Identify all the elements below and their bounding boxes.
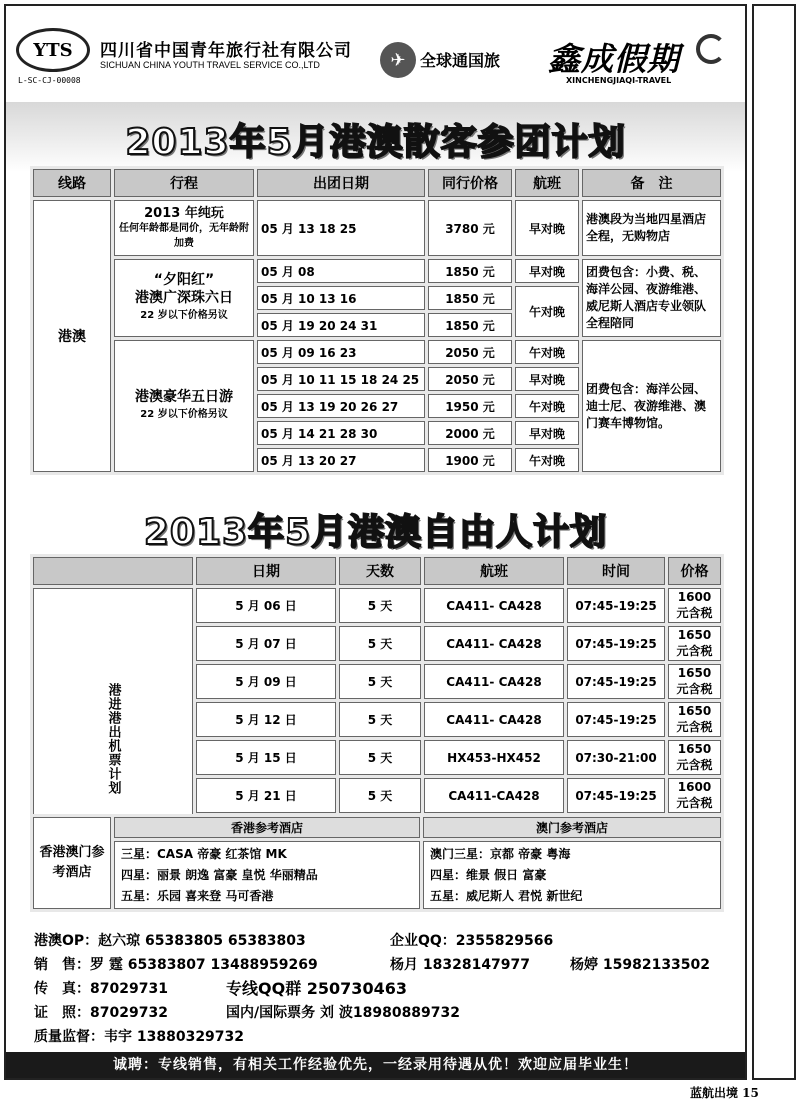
price-cell: 1850 元 — [428, 313, 512, 337]
flight-cell: 早对晚 — [515, 259, 579, 283]
group-tour-title: 2013年5月港澳散客参团计划 — [125, 122, 626, 163]
macau-hotel-line: 澳门三星：京都 帝豪 粤海 — [430, 846, 571, 861]
page-frame — [4, 4, 747, 1080]
days-cell: 5 天 — [339, 740, 421, 775]
dates-cell: 05 月 09 16 23 — [257, 340, 425, 364]
note-cell: 团费包含：小费、税、海洋公园、夜游维港、威尼斯人酒店专业领队全程陪同 — [582, 259, 721, 337]
note-cell: 团费包含：海洋公园、迪士尼、夜游维港、澳门赛车博物馆。 — [582, 340, 721, 472]
date-cell: 5 月 07 日 — [196, 626, 336, 661]
dates-cell: 05 月 19 20 24 31 — [257, 313, 425, 337]
price-cell: 1650 元含税 — [668, 664, 721, 699]
note-cell: 港澳段为当地四星酒店全程，无购物店 — [582, 200, 721, 256]
date-cell: 5 月 09 日 — [196, 664, 336, 699]
table-header — [33, 169, 721, 197]
col-header: 航班 — [515, 169, 579, 197]
hotel-header-row — [33, 817, 721, 838]
col-header: 备 注 — [582, 169, 721, 197]
holiday-brand: 鑫成假期 — [548, 40, 681, 78]
table-row — [33, 340, 721, 364]
trip-name: 港澳豪华五日游 — [135, 389, 233, 405]
table-row — [33, 259, 721, 283]
time-cell: 07:45-19:25 — [567, 588, 665, 623]
days-cell: 5 天 — [339, 588, 421, 623]
swirl-icon — [696, 34, 726, 64]
macau-hotel-list — [423, 841, 721, 909]
price-cell: 2050 元 — [428, 367, 512, 391]
date-cell: 5 月 21 日 — [196, 778, 336, 813]
col-header: 价格 — [668, 557, 721, 585]
flight-cell: HX453-HX452 — [424, 740, 564, 775]
hk-hotel-title: 香港参考酒店 — [114, 817, 420, 838]
trip-name-line2: 港澳广深珠六日 — [135, 290, 233, 306]
price-cell: 1850 元 — [428, 286, 512, 310]
table-row — [33, 588, 721, 623]
price-cell: 1650 元含税 — [668, 702, 721, 737]
hk-hotel-line: 四星：丽景 朗逸 富豪 皇悦 华丽精品 — [121, 867, 318, 882]
price-cell: 2050 元 — [428, 340, 512, 364]
dates-cell: 05 月 08 — [257, 259, 425, 283]
col-header: 同行价格 — [428, 169, 512, 197]
route-cell: 港澳 — [33, 200, 111, 472]
date-cell: 5 月 12 日 — [196, 702, 336, 737]
flight-cell: 早对晚 — [515, 421, 579, 445]
contact-sales: 销 售：罗 霆 65383807 13488959269 — [34, 957, 318, 973]
dates-cell: 05 月 13 20 27 — [257, 448, 425, 472]
days-cell: 5 天 — [339, 626, 421, 661]
hotel-list-row — [33, 841, 721, 909]
table-row — [33, 200, 721, 256]
hk-hotel-line: 三星：CASA 帝豪 红茶馆 MK — [121, 846, 287, 861]
price-cell: 3780 元 — [428, 200, 512, 256]
dates-cell: 05 月 14 21 28 30 — [257, 421, 425, 445]
hk-hotel-line: 五星：乐园 喜来登 马可香港 — [121, 888, 274, 903]
price-cell: 2000 元 — [428, 421, 512, 445]
col-header: 时间 — [567, 557, 665, 585]
flight-cell: CA411- CA428 — [424, 702, 564, 737]
flight-cell: CA411- CA428 — [424, 588, 564, 623]
holiday-brand-en: XINCHENGJIAQI-TRAVEL — [566, 76, 672, 85]
contact-ticket: 国内/国际票务 刘 波18980889732 — [226, 1005, 461, 1021]
side-column — [752, 4, 796, 1080]
time-cell: 07:45-19:25 — [567, 778, 665, 813]
table-header — [33, 557, 721, 585]
contact-license: 证 照：87029732 — [34, 1005, 168, 1021]
trip-cell — [114, 340, 254, 472]
global-brand: 全球通国旅 — [420, 51, 501, 70]
col-header: 航班 — [424, 557, 564, 585]
page-footer: 蓝航出境 15 — [690, 1086, 759, 1100]
flight-cell: CA411-CA428 — [424, 778, 564, 813]
macau-hotel-title: 澳门参考酒店 — [423, 817, 721, 838]
header — [6, 6, 745, 102]
contact-op: 港澳OP：赵六琼 65383805 65383803 — [34, 933, 306, 949]
macau-hotel-line: 四星：维景 假日 富豪 — [430, 867, 547, 882]
col-header: 出团日期 — [257, 169, 425, 197]
col-header: 天数 — [339, 557, 421, 585]
days-cell: 5 天 — [339, 664, 421, 699]
price-cell: 1600 元含税 — [668, 778, 721, 813]
contact-fax: 传 真：87029731 — [34, 981, 168, 997]
price-cell: 1950 元 — [428, 394, 512, 418]
trip-sub: 任何年龄都是同价，无年龄附加费 — [119, 222, 249, 249]
contact-sales-3: 杨婷 15982133502 — [570, 957, 711, 973]
trip-name: 2013 年纯玩 — [144, 205, 224, 221]
macau-hotel-line: 五星：威尼斯人 君悦 新世纪 — [430, 888, 583, 903]
price-cell: 1650 元含税 — [668, 626, 721, 661]
flight-cell: 午对晚 — [515, 448, 579, 472]
company-name-cn: 四川省中国青年旅行社有限公司 — [100, 41, 352, 61]
date-cell: 5 月 15 日 — [196, 740, 336, 775]
col-header: 线路 — [33, 169, 111, 197]
flight-cell: CA411- CA428 — [424, 664, 564, 699]
airplane-icon: ✈ — [380, 42, 416, 78]
trip-name: “夕阳红” — [153, 272, 215, 288]
hotel-label: 香港澳门参考酒店 — [33, 817, 111, 909]
days-cell: 5 天 — [339, 778, 421, 813]
flight-cell: CA411- CA428 — [424, 626, 564, 661]
dates-cell: 05 月 13 19 20 26 27 — [257, 394, 425, 418]
dates-cell: 05 月 10 13 16 — [257, 286, 425, 310]
price-cell: 1600 元含税 — [668, 588, 721, 623]
free-tour-title: 2013年5月港澳自由人计划 — [143, 512, 608, 553]
col-header: 行程 — [114, 169, 254, 197]
contact-qq-group: 专线QQ群 250730463 — [226, 979, 407, 998]
flight-cell: 早对晚 — [515, 367, 579, 391]
contact-qq: 企业QQ：2355829566 — [390, 933, 554, 949]
price-cell: 1850 元 — [428, 259, 512, 283]
logo-mark: YTS — [33, 39, 73, 61]
price-cell: 1650 元含税 — [668, 740, 721, 775]
price-cell: 1900 元 — [428, 448, 512, 472]
date-cell: 5 月 06 日 — [196, 588, 336, 623]
time-cell: 07:45-19:25 — [567, 664, 665, 699]
recruit-banner: 诚聘：专线销售，有相关工作经验优先，一经录用待遇从优！欢迎应届毕业生！ — [6, 1052, 745, 1078]
time-cell: 07:45-19:25 — [567, 626, 665, 661]
side-label: 港进港出机票计划 — [105, 682, 121, 795]
company-name-en: SICHUAN CHINA YOUTH TRAVEL SERVICE CO.,LTD — [100, 60, 320, 70]
flight-cell: 午对晚 — [515, 286, 579, 337]
trip-sub: 22 岁以下价格另议 — [140, 409, 228, 420]
hotel-table — [30, 814, 724, 912]
license-code: L-SC-CJ-00008 — [18, 76, 81, 85]
dates-cell: 05 月 13 18 25 — [257, 200, 425, 256]
trip-cell — [114, 259, 254, 337]
company-logo — [16, 28, 90, 72]
time-cell: 07:30-21:00 — [567, 740, 665, 775]
contact-sales-2: 杨月 18328147977 — [390, 957, 531, 973]
flight-cell: 早对晚 — [515, 200, 579, 256]
days-cell: 5 天 — [339, 702, 421, 737]
flight-cell: 午对晚 — [515, 394, 579, 418]
hk-hotel-list — [114, 841, 420, 909]
col-header-blank — [33, 557, 193, 585]
flight-cell: 午对晚 — [515, 340, 579, 364]
col-header: 日期 — [196, 557, 336, 585]
contact-qa: 质量监督：韦宇 13880329732 — [34, 1029, 245, 1045]
trip-sub: 22 岁以下价格另议 — [140, 310, 228, 321]
time-cell: 07:45-19:25 — [567, 702, 665, 737]
trip-cell — [114, 200, 254, 256]
dates-cell: 05 月 10 11 15 18 24 25 — [257, 367, 425, 391]
group-tour-table — [30, 166, 724, 475]
